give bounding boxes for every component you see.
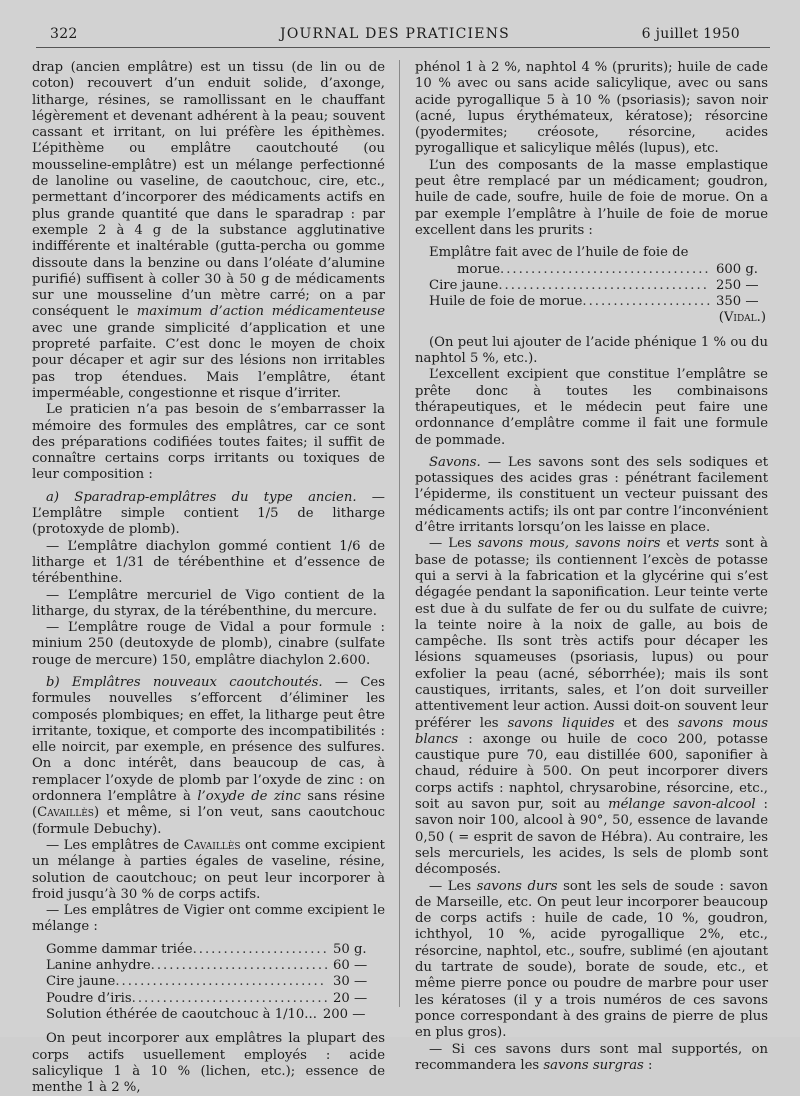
section-a: a) Sparadrap-emplâtres du type ancien. — L’emplâtre simple contient 1/5 de litharge (protoxyde de plomb). — [32, 489, 385, 538]
formula-row: morue ..... 600 g. — [457, 262, 768, 278]
formula-row: Cire jaune ..... 250 — — [429, 278, 768, 294]
column-divider — [399, 60, 400, 1007]
paragraph: L’un des composants de la masse emplastique peut être remplacé par un médicament; goudron, huile de cade, soufre, huile de foie de morue. On a par exemple l’emplâtre à l’huile de foie de morue excellent dans les prurits : — [415, 157, 768, 238]
paragraph: — Si ces savons durs sont mal supportés, on recommandera les savons surgras : — [415, 1041, 768, 1073]
paragraph: — L’emplâtre rouge de Vidal a pour formule : minium 250 (deutoxyde de plomb), cinabre (sulfate rouge de mercure) 150, emplâtre diachylon 2.600. — [32, 620, 385, 668]
section-title: Savons. — [429, 454, 481, 470]
formula-intro: Emplâtre fait avec de l’huile de foie de — [429, 245, 689, 261]
paragraph: phénol 1 à 2 %, naphtol 4 % (prurits); huile de cade 10 % avec ou sans acide salicylique, avec ou sans acide pyrogallique 5 à 10 % (psoriasis); savon noir (acné, lupus érythémateux, kératose); résorcine (pyodermites; créosote, résorcine, acides pyrogallique et salicylique mêlés (lupus), etc. — [415, 60, 768, 157]
paragraph: Le praticien n’a pas besoin de s’embarrasser la mémoire des formules des emplâtres, car ce sont des préparations codifiées toutes faites; il suffit de connaître certains corps irritants ou toxiques de leur composition : — [32, 402, 385, 483]
paragraph: drap (ancien emplâtre) est un tissu (de lin ou de coton) recouvert d’un enduit solide, d’axonge, litharge, résines, se ramollissant en le chauffant légèrement et devenant adhérent à la peau; souvent cassant et irritant, on lui préfère les épithèmes. L’épithème ou emplâtre caoutchouté (ou mousseline-emplâtre) est un mélange perfectionné de lanoline ou vaseline, de caoutchouc, cire, etc., permettant d’incorporer des médicaments actifs en plus grande quantité que dans le sparadrap : par exemple 2 à 4 g de la substance agglutinative indifférente et inaltérable (gutta-percha ou gomme dissoute dans la benzine ou dans l’oléate d’alumine purifié) suffisent à coller 30 à 50 g de médicaments sur une mousseline d’un mètre carré; on a par conséquent le maximum d’action médicamenteuse avec une grande simplicité d’application et une propreté parfaite. C’est donc le moyen de choix pour décaper et agir sur des lésions non irritables pas trop étendues. Mais l’emplâtre, étant imperméable, congestionne et risque d’irriter. — [32, 60, 385, 401]
section-title: Emplâtres nouveaux caoutchoutés. — [71, 674, 323, 690]
section-title: Sparadrap-emplâtres du type ancien. — [74, 489, 357, 505]
right-column — [415, 60, 768, 1074]
formula-row: Lanine anhydre ..... 60 — — [46, 958, 385, 974]
section-b: b) Emplâtres nouveaux caoutchoutés. — Ces formules nouvelles s’efforcent d’éliminer les composés plombiques; en effet, la litharge peut être irritante, toxique, et comporte des incompatibilités : elle noircit, par exemple, en présence des sulfures. On a donc intérêt, dans beaucoup de cas, à remplacer l’oxyde de plomb par l’oxyde de zinc : on ordonnera l’emplâtre à l’oxyde de zinc sans résine (Cavaillès) et même, si l’on veut, sans caoutchouc (formule Debuchy). — [32, 674, 385, 837]
formula-row: Solution éthérée de caoutchouc à 1/10... 200 — — [46, 1006, 366, 1022]
paragraph: — L’emplâtre mercuriel de Vigo contient de la litharge, du styrax, de la térébenthine, du mercure. — [32, 587, 385, 619]
paragraph: — Les emplâtres de Vigier ont comme excipient le mélange : — [32, 903, 385, 935]
vidal-formula-table — [415, 245, 768, 326]
left-column — [32, 60, 385, 1096]
paragraph: L’excellent excipient que constitue l’emplâtre se prête donc à toutes les combinaisons thérapeutiques, et le médecin peut faire une ordonnance d’emplâtre comme il fait une formule de pommade. — [415, 367, 768, 448]
formula-source: (Vidal.) — [718, 310, 766, 326]
paragraph: (On peut lui ajouter de l’acide phénique 1 % ou du naphtol 5 %, etc.). — [415, 334, 768, 367]
page-number: 322 — [50, 26, 78, 42]
running-header — [50, 26, 740, 46]
issue-date: 6 juillet 1950 — [641, 26, 740, 42]
journal-title: JOURNAL DES PRATICIENS — [280, 26, 510, 42]
formula-row: Gomme dammar triée ..... 50 g. — [46, 942, 385, 958]
formula-row: Poudre d’iris ..... 20 — — [46, 991, 385, 1007]
paragraph: — Les emplâtres de Cavaillès ont comme excipient un mélange à parties égales de vaseline, résine, solution de caoutchouc; on peut leur incorporer à froid jusqu’à 30 % de corps actifs. — [32, 837, 385, 902]
paragraph: — Les savons durs sont les sels de soude : savon de Marseille, etc. On peut leur incorporer beaucoup de corps actifs : huile de cade, 10 %, goudron, ichthyol, 10 %, acide pyrogallique 2%, etc., résorcine, naphtol, etc., soufre, sublimé (en ajoutant du tartrate de soude), borate de soude, etc., et même pierre ponce ou poudre de marbre pour user les kératoses (il y a trois numéros de ces savons ponce correspondant à des grains de pierre de plus en plus gros). — [415, 878, 768, 1041]
section-savons: Savons. — Les savons sont des sels sodiques et potassiques des acides gras : pénétrant facilement l’épiderme, ils constituent un vecteur puissant des médicaments actifs; ils ont par contre l’inconvénient d’être irritants lorsqu’on les laisse en place. — [415, 454, 768, 536]
formula-row: Huile de foie de morue ..... 350 — — [429, 294, 768, 310]
vigier-formula-table — [32, 942, 385, 1023]
paragraph: On peut incorporer aux emplâtres la plupart des corps actifs usuellement employés : acide salicylique 1 à 10 % (lichen, etc.); essence de menthe 1 à 2 %, — [32, 1031, 385, 1096]
paragraph: — L’emplâtre diachylon gommé contient 1/6 de litharge et 1/31 de térébenthine et d’essence de térébenthine. — [32, 538, 385, 587]
header-rule — [36, 47, 770, 48]
paragraph: — Les savons mous, savons noirs et verts sont à base de potasse; ils contiennent l’excès de potasse qui a servi à la fabrication et la glycérine qui s’est dégagée pendant la saponification. Leur teinte verte est due à du sulfate de fer ou du sulfate de cuivre; la teinte noire à la noix de galle, au bois de campêche. Ils sont très actifs pour décaper les lésions squameuses (psoriasis, lupus) ou pour exfolier la peau (acné, séborrhée); mais ils sont caustiques, irritants, sales, et l’on doit surveiller attentivement leur action. Aussi doit-on souvent leur préférer les savons liquides et des savons mous blancs : axonge ou huile de coco 200, potasse caustique pure 70, eau distillée 600, saponifier à chaud, réduire à 500. On peut incorporer divers corps actifs : naphtol, chrysarobine, résorcine, etc., soit au savon pur, soit au mélange savon-alcool : savon noir 100, alcool à 90°, 50, essence de lavande 0,50 ( = esprit de savon de Hébra). Au contraire, les sels mercuriels, les acides, ls sels de plomb sont décomposés. — [415, 536, 768, 878]
formula-row: Cire jaune ..... 30 — — [46, 974, 385, 990]
